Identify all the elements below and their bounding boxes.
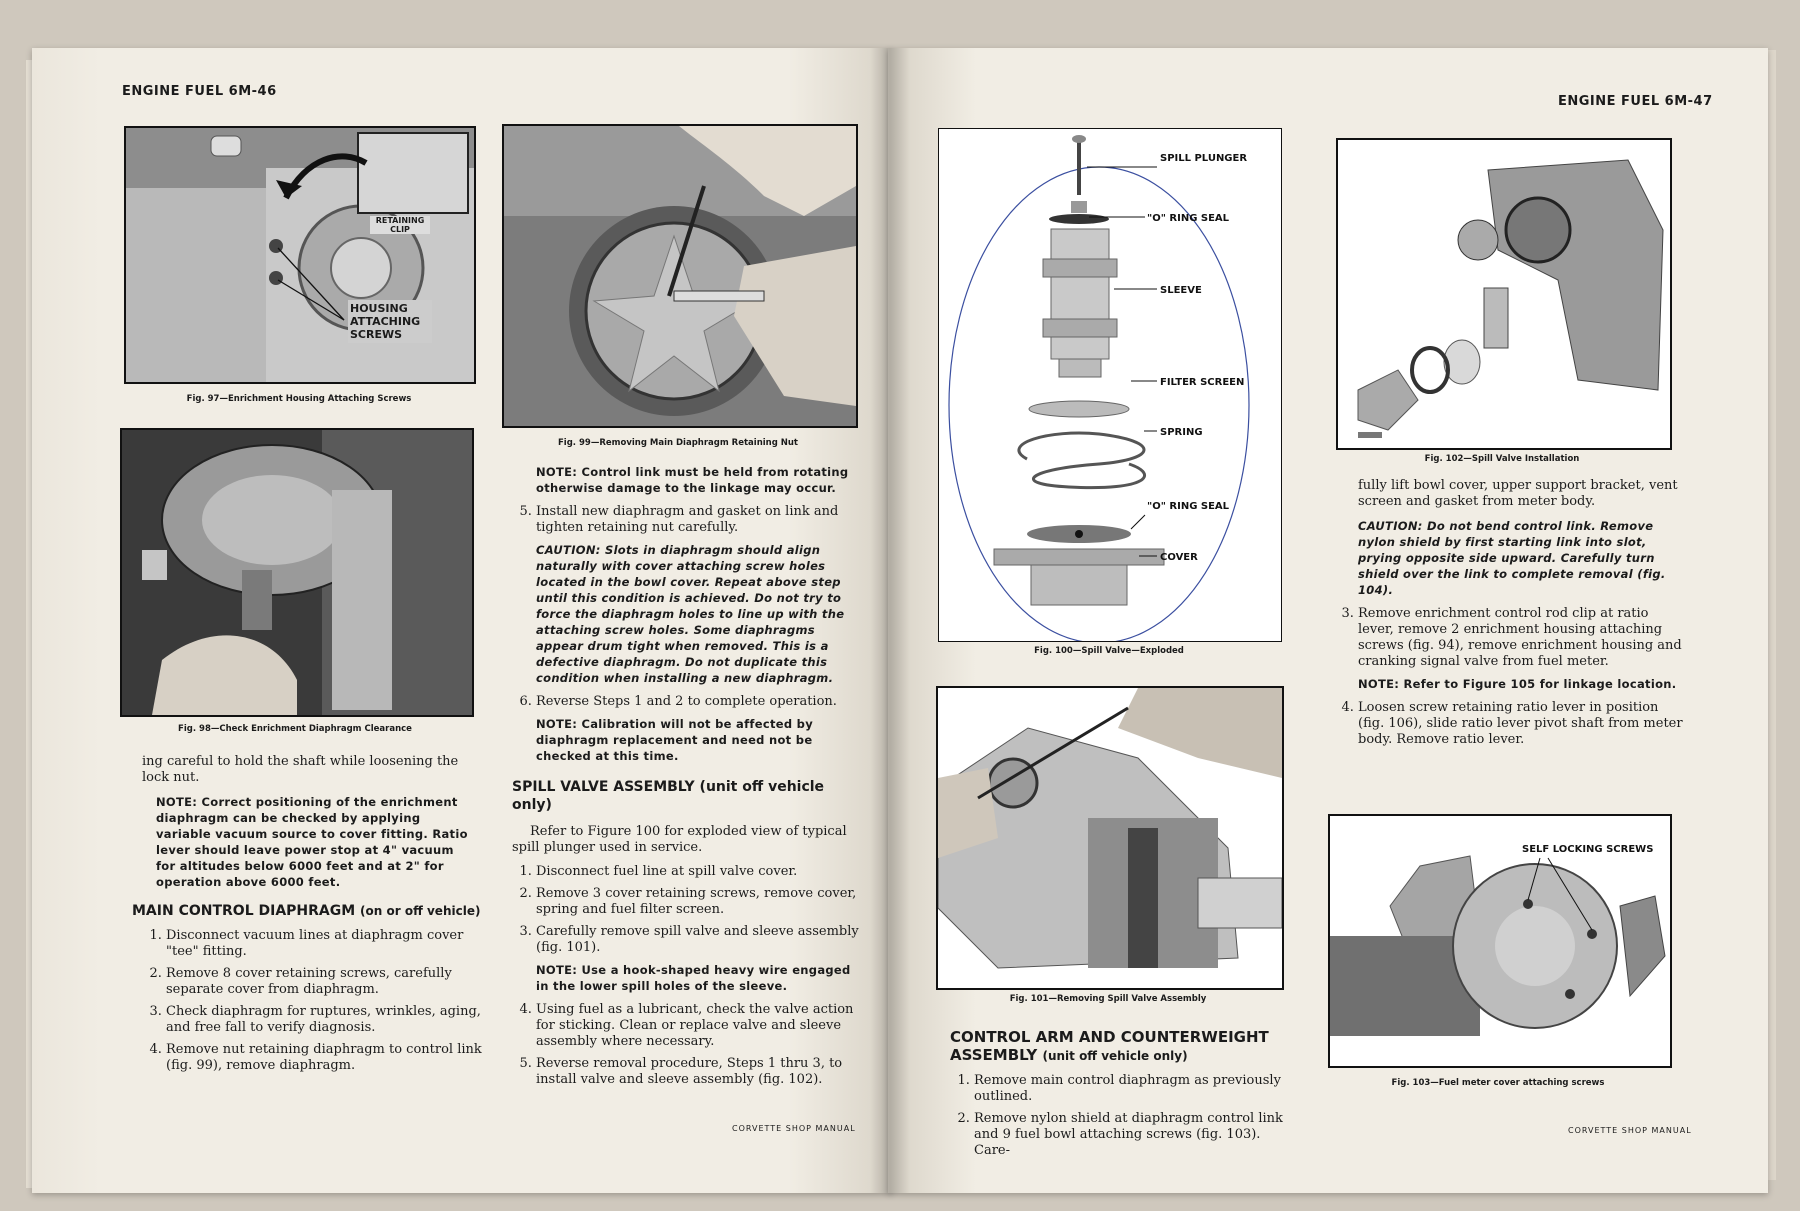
diaphragm-step-6 (512, 694, 864, 710)
list-item: 2. Remove 3 cover retaining screws, remove cover, spring and fuel filter screen. (536, 886, 864, 918)
label-retaining-clip: RETAINING CLIP (370, 216, 430, 234)
spill-valve-steps-a (512, 864, 864, 956)
figure-103-photo (1328, 814, 1672, 1068)
note-calibration: NOTE: Calibration will not be affected by diaphragm replacement and need not be checked at this time. (536, 717, 814, 763)
figure-102-caption: Fig. 102—Spill Valve Installation (1424, 454, 1580, 464)
section-subtitle: (unit off vehicle only) (1042, 1049, 1188, 1063)
continuation-text: fully lift bowl cover, upper support bracket, vent screen and gasket from meter body. (1358, 478, 1678, 509)
page-header-right: ENGINE FUEL 6M-47 (1558, 94, 1713, 109)
figure-99-caption: Fig. 99—Removing Main Diaphragm Retaining Nut (558, 438, 798, 448)
fig100-label-oring-1: "O" RING SEAL (1147, 213, 1230, 224)
fig100-label-cover: COVER (1160, 552, 1198, 563)
list-item: 1. Disconnect vacuum lines at diaphragm cover "tee" fitting. (166, 928, 482, 960)
caution-control-link: CAUTION: Do not bend control link. Remove nylon shield by first starting link into slot, prying opposite side upward. Carefully turn shield over the link to complete removal (fig. 104). (1358, 519, 1666, 597)
figure-97-photo (124, 126, 476, 384)
section-control-arm (950, 1028, 1290, 1065)
note-control-link: NOTE: Control link must be held from rotating otherwise damage to the linkage may occur. (536, 465, 849, 495)
list-item: 3. Carefully remove spill valve and sleeve assembly (fig. 101). (536, 924, 864, 956)
main-diaphragm-steps (142, 928, 482, 1074)
fig100-label-filter: FILTER SCREEN (1160, 377, 1245, 388)
list-item: 1. Disconnect fuel line at spill valve cover. (536, 864, 864, 880)
control-arm-step-4 (1334, 700, 1688, 748)
figure-101-photo (936, 686, 1284, 990)
section-title: CONTROL ARM AND COUNTERWEIGHT ASSEMBLY (950, 1028, 1269, 1064)
figure-98-caption: Fig. 98—Check Enrichment Diaphragm Clearance (178, 724, 412, 734)
list-item: 3. Remove enrichment control rod clip at ratio lever, remove 2 enrichment housing attaching screws (fig. 94), remove enrichment housing and cranking signal valve from fuel meter. (1358, 606, 1688, 670)
section-subtitle: (on or off vehicle) (360, 904, 481, 918)
figure-102-photo (1336, 138, 1672, 450)
section-title: MAIN CONTROL DIAPHRAGM (132, 903, 356, 919)
fig100-label-spill: SPILL PLUNGER (1160, 153, 1248, 164)
figure-101-caption: Fig. 101—Removing Spill Valve Assembly (1009, 994, 1207, 1004)
right-page (888, 48, 1768, 1193)
figure-98-photo (120, 428, 474, 717)
section-spill-valve-assembly: SPILL VALVE ASSEMBLY (unit off vehicle only) (512, 779, 825, 813)
figure-99-photo (502, 124, 858, 428)
list-item: 3. Check diaphragm for ruptures, wrinkles, aging, and free fall to verify diagnosis. (166, 1004, 482, 1036)
section-main-control-diaphragm (132, 902, 482, 920)
fig100-label-spring: SPRING (1160, 427, 1203, 438)
footer-right: CORVETTE SHOP MANUAL (1568, 1126, 1692, 1135)
right-col2-text (1358, 478, 1688, 754)
list-item: 2. Remove nylon shield at diaphragm control link and 9 fuel bowl attaching screws (fig. 103). Care- (974, 1111, 1290, 1159)
continuation-text: ing careful to hold the shaft while loosening the lock nut. (142, 754, 459, 785)
figure-97-caption: Fig. 97—Enrichment Housing Attaching Screws (186, 394, 412, 404)
left-col2-text (512, 464, 864, 1094)
list-item: 6. Reverse Steps 1 and 2 to complete operation. (536, 694, 864, 710)
note-linkage: NOTE: Refer to Figure 105 for linkage location. (1358, 677, 1677, 691)
fig100-label-sleeve: SLEEVE (1160, 285, 1202, 296)
figure-103-caption: Fig. 103—Fuel meter cover attaching screws (1391, 1078, 1605, 1088)
figure-100-diagram (938, 128, 1282, 642)
left-page (32, 48, 892, 1193)
list-item: 4. Loosen screw retaining ratio lever in position (fig. 106), slide ratio lever pivot shaft from meter body. Remove ratio lever. (1358, 700, 1688, 748)
note-enrichment: NOTE: Correct positioning of the enrichment diaphragm can be checked by applying variable vacuum source to cover fitting. Ratio lever should leave power stop at 4" vacuum for altitudes below 6000 feet and at 2" for operation above 6000 feet. (156, 795, 468, 889)
label-self-locking-screws: SELF LOCKING SCREWS (1522, 844, 1654, 855)
control-arm-steps (950, 1073, 1290, 1159)
list-item: 4. Using fuel as a lubricant, check the valve action for sticking. Clean or replace valve and sleeve assembly where necessary. (536, 1002, 864, 1050)
book-gutter (870, 48, 910, 1193)
spill-valve-steps-b (512, 1002, 864, 1088)
page-header-left: ENGINE FUEL 6M-46 (122, 84, 277, 99)
right-col1-text (950, 1028, 1290, 1165)
list-item: 1. Remove main control diaphragm as previously outlined. (974, 1073, 1290, 1105)
note-hook-wire: NOTE: Use a hook-shaped heavy wire engaged in the lower spill holes of the sleeve. (536, 963, 851, 993)
control-arm-step-3 (1334, 606, 1688, 670)
list-item: 5. Reverse removal procedure, Steps 1 thru 3, to install valve and sleeve assembly (fig. 102). (536, 1056, 864, 1088)
footer-left: CORVETTE SHOP MANUAL (732, 1124, 856, 1133)
diaphragm-step-5 (512, 504, 864, 536)
list-item: 5. Install new diaphragm and gasket on link and tighten retaining nut carefully. (536, 504, 864, 536)
list-item: 2. Remove 8 cover retaining screws, carefully separate cover from diaphragm. (166, 966, 482, 998)
list-item: 4. Remove nut retaining diaphragm to control link (fig. 99), remove diaphragm. (166, 1042, 482, 1074)
spill-valve-intro: Refer to Figure 100 for exploded view of typical spill plunger used in service. (512, 824, 847, 855)
figure-100-caption: Fig. 100—Spill Valve—Exploded (1034, 646, 1184, 656)
caution-diaphragm-slots: CAUTION: Slots in diaphragm should align naturally with cover attaching screw holes located in the bowl cover. Repeat above step until this condition is achieved. Do not try to force the diaphragm holes to line up with the attaching screw holes. Some diaphragms appear drum tight when removed. This is a defective diaphragm. Do not duplicate this condition when installing a new diaphragm. (536, 543, 845, 685)
left-col1-text (132, 754, 482, 1080)
label-housing-screws: HOUSING ATTACHING SCREWS (348, 300, 432, 343)
fig100-label-oring-2: "O" RING SEAL (1147, 501, 1230, 512)
